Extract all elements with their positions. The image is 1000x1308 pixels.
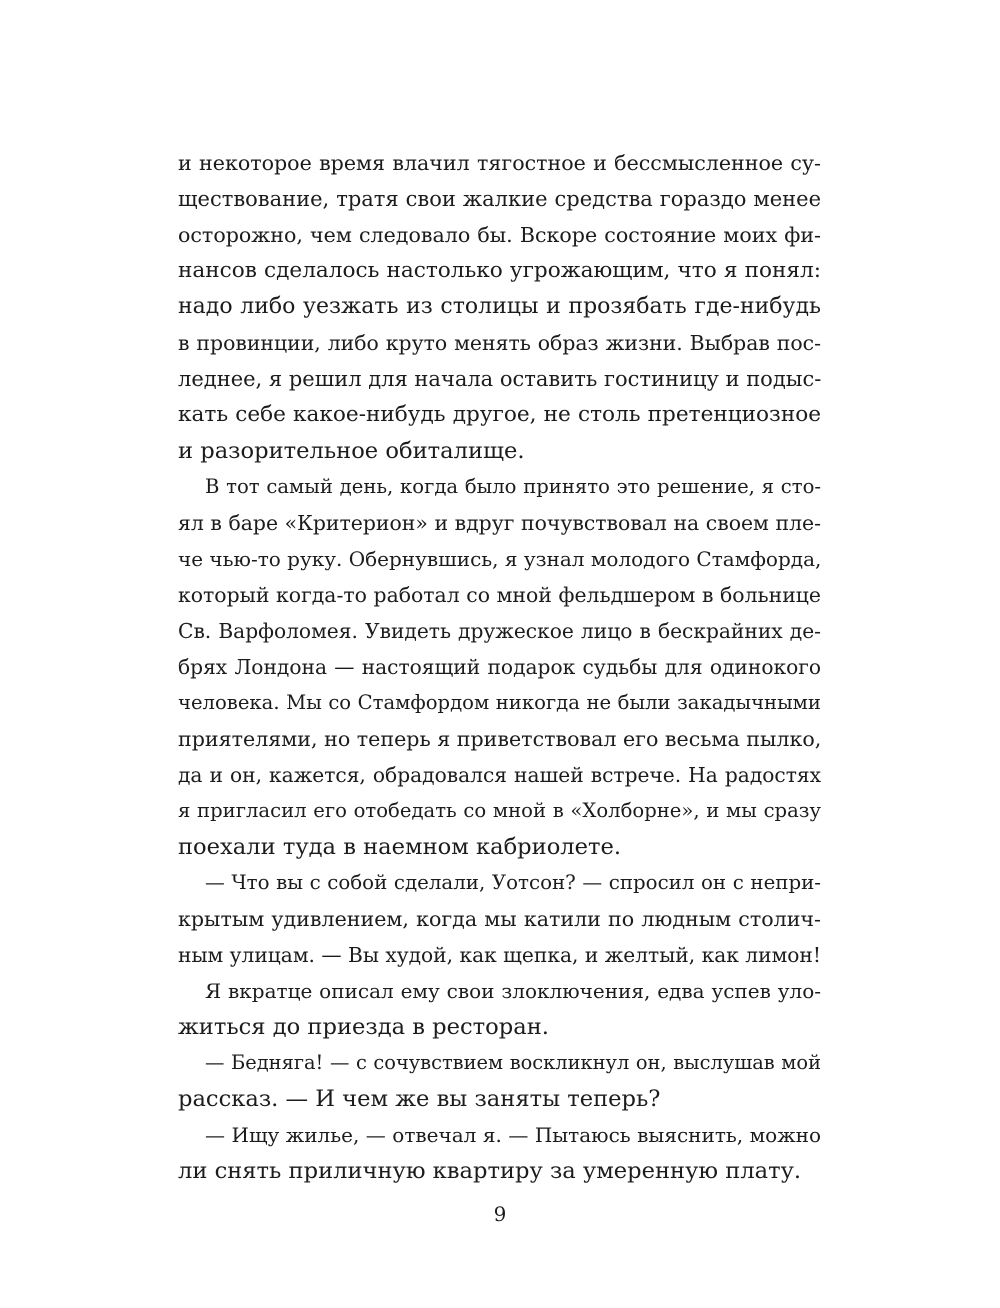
text-line: и некоторое время влачил тягостное и бессмысленное су-	[178, 151, 821, 175]
text-line: брях Лондона — настоящий подарок судьбы для одинокого	[178, 655, 821, 679]
text-line: и разорительное обиталище.	[178, 438, 525, 464]
text-line: Св. Варфоломея. Увидеть дружеское лицо в бескрайних де-	[178, 619, 821, 643]
text-line: осторожно, чем следовало бы. Вскоре состояние моих фи-	[178, 223, 821, 247]
text-line: ял в баре «Критерион» и вдруг почувствовал на своем пле-	[178, 511, 821, 535]
paragraph-2	[178, 469, 821, 865]
text-line: да и он, кажется, обрадовался нашей встрече. На радостях	[178, 763, 821, 787]
text-line: ли снять приличную квартиру за умеренную плату.	[178, 1158, 802, 1184]
page-number: 9	[493, 1202, 507, 1226]
text-line: леднее, я решил для начала оставить гостиницу и подыс-	[178, 367, 822, 391]
text-line: приятелями, но теперь я приветствовал его весьма пылко,	[178, 727, 822, 751]
text-line: — Ищу жилье, — отвечал я. — Пытаюсь выяснить, можно	[205, 1123, 821, 1147]
text-line: в провинции, либо круто менять образ жизни. Выбрав пос-	[178, 331, 821, 355]
paragraph-5	[178, 1045, 821, 1117]
paragraph-6	[178, 1117, 821, 1189]
paragraph-4	[178, 973, 821, 1045]
text-line: че чью-то руку. Обернувшись, я узнал молодого Стамфорда,	[178, 547, 822, 571]
text-line: житься до приезда в ресторан.	[178, 1014, 549, 1040]
text-line: который когда-то работал со мной фельдшером в больнице	[178, 583, 821, 607]
text-line: я пригласил его отобедать со мной в «Холборне», и мы сразу	[178, 799, 821, 822]
body-text	[178, 145, 821, 1189]
text-line: — Что вы с собой сделали, Уотсон? — спросил он с непри-	[205, 871, 821, 894]
text-line: крытым удивлением, когда мы катили по людным столич-	[178, 907, 821, 931]
text-line: человека. Мы со Стамфордом никогда не были закадычными	[178, 691, 821, 714]
text-line: ществование, тратя свои жалкие средства гораздо менее	[178, 187, 821, 211]
text-line: В тот самый день, когда было принято это решение, я сто-	[205, 475, 821, 498]
paragraph-3	[178, 865, 821, 973]
text-line: — Бедняга! — с сочувствием воскликнул он, выслушав мой	[205, 1051, 821, 1074]
text-line: Я вкратце описал ему свои злоключения, едва успев уло-	[205, 979, 821, 1003]
paragraph-1	[178, 145, 821, 469]
text-line: рассказ. — И чем же вы заняты теперь?	[178, 1086, 661, 1112]
text-line: надо либо уезжать из столицы и прозябать где-нибудь	[178, 294, 821, 319]
text-line: поехали туда в наемном кабриолете.	[178, 834, 622, 860]
text-line: нансов сделалось настолько угрожающим, что я понял:	[178, 258, 821, 283]
text-line: кать себе какое-нибудь другое, не столь претенциозное	[178, 402, 821, 427]
text-line: ным улицам. — Вы худой, как щепка, и желтый, как лимон!	[178, 943, 821, 967]
